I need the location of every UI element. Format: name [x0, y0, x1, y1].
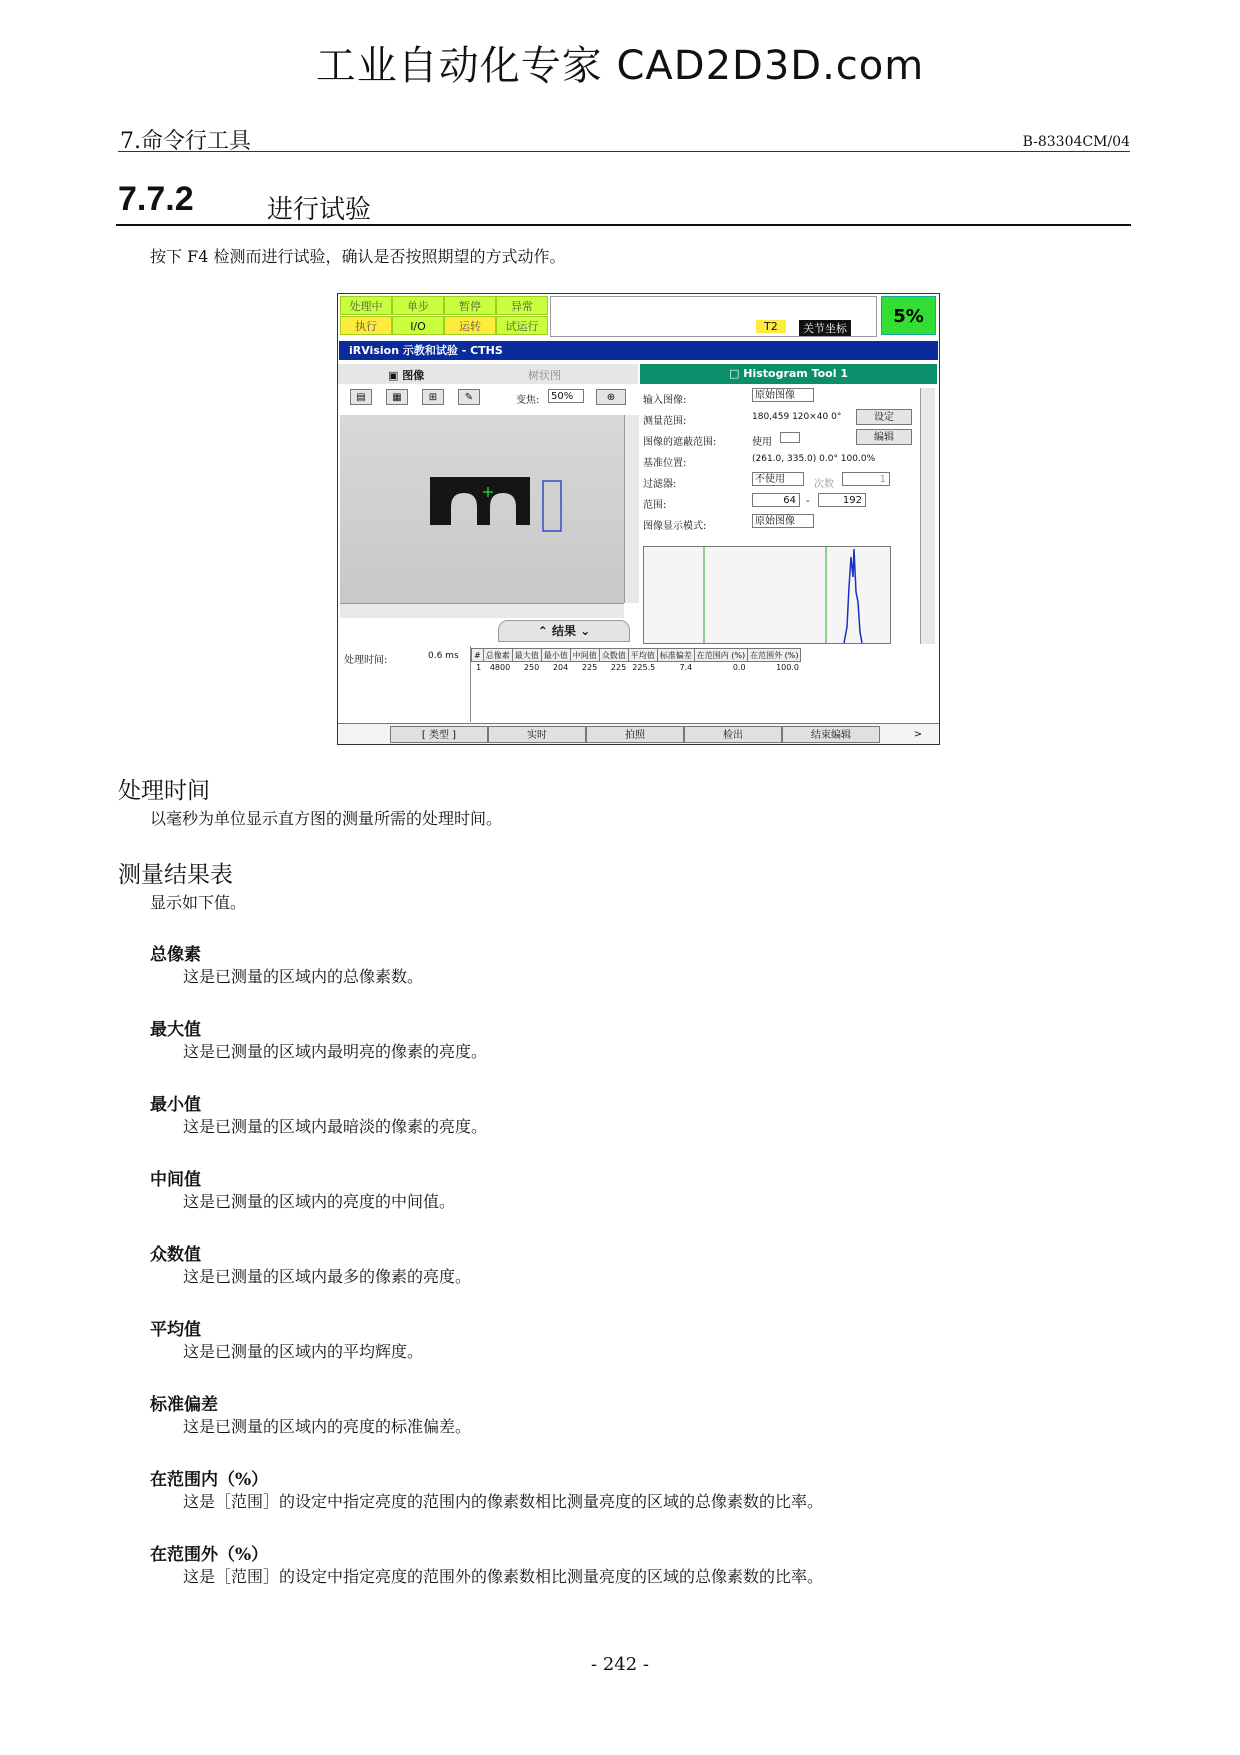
status-operation: 运转	[444, 316, 496, 335]
table-row[interactable]	[472, 662, 801, 674]
col-total-pixels: 总像素	[483, 649, 512, 662]
section-divider	[116, 224, 1131, 226]
count-input[interactable]: 1	[842, 472, 890, 486]
term-mean: 平均值	[150, 1320, 201, 1340]
irvision-screenshot	[337, 293, 940, 745]
status-processing: 处理中	[340, 296, 392, 315]
input-image-select[interactable]: 原始图像	[752, 388, 814, 402]
histogram-chart	[643, 546, 891, 644]
edit-button[interactable]: 编辑	[856, 429, 912, 445]
horizontal-scrollbar[interactable]	[340, 603, 624, 618]
term-median: 中间值	[150, 1170, 201, 1190]
chevron-down-icon: ⌄	[580, 624, 591, 638]
camera-image	[340, 415, 624, 603]
range-separator: -	[806, 496, 810, 507]
proc-time-value: 0.6 ms	[428, 651, 459, 661]
term-mode: 众数值	[150, 1245, 201, 1265]
processing-time-text: 以毫秒为单位显示直方图的测量所需的处理时间。	[150, 809, 503, 828]
desc-max: 这是已测量的区域内最明亮的像素的亮度。	[183, 1042, 488, 1061]
zoom-label: 变焦:	[516, 395, 540, 406]
header-divider	[118, 151, 1130, 152]
cell-mode: 225	[610, 663, 627, 672]
pen-icon[interactable]: ✎	[458, 389, 480, 405]
results-tab[interactable]: ⌃ 结果 ⌄	[498, 620, 630, 642]
reference-pos-label: 基准位置:	[643, 458, 687, 469]
col-mean: 平均值	[628, 649, 657, 662]
intro-text: 按下 F4 检测而进行试验，确认是否按照期望的方式动作。	[150, 247, 566, 266]
desc-out-range: 这是［范围］的设定中指定亮度的范围外的像素数相比测量亮度的区域的总像素数的比率。	[183, 1567, 824, 1586]
chapter-header: 7.命令行工具	[120, 129, 251, 154]
zoom-select[interactable]: 50%	[548, 389, 584, 403]
status-test: 试运行	[496, 316, 548, 335]
range-min-input[interactable]: 64	[752, 493, 800, 507]
status-io: I/O	[392, 316, 444, 335]
fkey-live[interactable]: 实时	[488, 726, 586, 743]
filter-select[interactable]: 不使用	[752, 472, 804, 486]
desc-mean: 这是已测量的区域内的平均辉度。	[183, 1342, 424, 1361]
filter-label: 过滤器:	[643, 479, 677, 490]
range-label: 范围:	[643, 500, 667, 511]
watermark: 工业自动化专家 CAD2D3D.com	[315, 43, 925, 89]
cell-index: 1	[476, 663, 482, 672]
cell-min: 204	[552, 663, 569, 672]
mask-label: 图像的遮蔽范围:	[643, 437, 717, 448]
desc-stddev: 这是已测量的区域内的亮度的标准偏差。	[183, 1417, 472, 1436]
display-mode-select[interactable]: 原始图像	[752, 514, 814, 528]
coord-badge: 关节坐标	[799, 320, 851, 336]
cell-in-range: 0.0	[732, 663, 746, 672]
open-image-icon[interactable]: ▤	[350, 389, 372, 405]
desc-min: 这是已测量的区域内最暗淡的像素的亮度。	[183, 1117, 488, 1136]
cell-out-range: 100.0	[776, 663, 799, 672]
heading-processing-time: 处理时间	[118, 778, 210, 804]
function-keys	[338, 723, 939, 745]
grid-icon[interactable]: ⊞	[422, 389, 444, 405]
display-mode-label: 图像显示模式:	[643, 521, 707, 532]
page-number: - 242 -	[591, 1654, 649, 1675]
chevron-up-icon: ⌃	[537, 624, 548, 638]
term-stddev: 标准偏差	[150, 1395, 218, 1415]
section-number: 7.7.2	[118, 180, 194, 218]
status-step: 单步	[392, 296, 444, 315]
status-alarm: 异常	[496, 296, 548, 315]
term-max: 最大值	[150, 1020, 201, 1040]
histogram-icon: □	[728, 367, 740, 380]
histogram-curve	[844, 549, 862, 643]
window-title: iRVision 示教和试验 - CTHS	[339, 341, 938, 360]
cell-max: 250	[523, 663, 540, 672]
reference-pos-value: (261.0, 335.0) 0.0° 100.0%	[752, 454, 876, 464]
table-header-row	[472, 649, 801, 662]
set-button[interactable]: 设定	[856, 409, 912, 425]
camera-icon: ▣	[388, 369, 399, 382]
desc-in-range: 这是［范围］的设定中指定亮度的范围内的像素数相比测量亮度的区域的总像素数的比率。	[183, 1492, 824, 1511]
document-id: B-83304CM/04	[1022, 134, 1130, 150]
term-out-range: 在范围外（%）	[150, 1545, 269, 1565]
term-min: 最小值	[150, 1095, 201, 1115]
section-title: 进行试验	[267, 195, 372, 225]
fkey-snap[interactable]: 拍照	[586, 726, 684, 743]
vertical-scrollbar[interactable]	[624, 415, 639, 603]
mask-use-label: 使用	[752, 437, 772, 448]
desc-median: 这是已测量的区域内的亮度的中间值。	[183, 1192, 456, 1211]
input-image-label: 输入图像:	[643, 395, 687, 406]
cell-median: 225	[581, 663, 598, 672]
mask-checkbox[interactable]	[780, 432, 800, 443]
part-image	[340, 415, 624, 603]
col-in-range: 在范围内 (%)	[694, 649, 747, 662]
speed-override: 5%	[881, 296, 936, 335]
mode-badge: T2	[756, 320, 786, 333]
cell-stddev: 7.4	[679, 663, 693, 672]
tool-title: □ Histogram Tool 1	[640, 364, 937, 384]
panel-scrollbar[interactable]	[920, 388, 935, 644]
desc-total-pixels: 这是已测量的区域内的总像素数。	[183, 967, 424, 986]
col-max: 最大值	[512, 649, 541, 662]
col-stddev: 标准偏差	[657, 649, 694, 662]
fkey-find[interactable]: 检出	[684, 726, 782, 743]
col-mode: 众数值	[599, 649, 628, 662]
cell-mean: 225.5	[632, 663, 656, 672]
save-image-icon[interactable]: ▦	[386, 389, 408, 405]
fkey-end-edit[interactable]: 结束编辑	[782, 726, 880, 743]
count-label: 次数	[814, 479, 834, 490]
result-table	[471, 648, 801, 673]
measure-area-label: 测量范围:	[643, 416, 687, 427]
measure-area-value: 180,459 120×40 0°	[752, 412, 842, 422]
message-area	[550, 296, 877, 337]
fit-icon[interactable]: ⊕	[596, 389, 626, 405]
fkey-next[interactable]: >	[913, 729, 923, 740]
result-table-text: 显示如下值。	[150, 893, 247, 912]
col-out-range: 在范围外 (%)	[748, 649, 801, 662]
tab-image[interactable]: ▣ 图像	[388, 369, 425, 382]
term-total-pixels: 总像素	[150, 945, 201, 965]
col-index: #	[472, 649, 484, 662]
col-median: 中间值	[570, 649, 599, 662]
measurement-roi	[543, 481, 561, 531]
desc-mode: 这是已测量的区域内最多的像素的亮度。	[183, 1267, 472, 1286]
histogram-plot	[644, 547, 890, 643]
fkey-type[interactable]: [ 类型 ]	[390, 726, 488, 743]
left-tabs	[338, 364, 638, 384]
status-run: 执行	[340, 316, 392, 335]
col-min: 最小值	[541, 649, 570, 662]
cell-total-pixels: 4800	[489, 663, 511, 672]
status-pause: 暂停	[444, 296, 496, 315]
heading-result-table: 测量结果表	[118, 862, 233, 888]
term-in-range: 在范围内（%）	[150, 1470, 269, 1490]
tab-tree[interactable]: 树状图	[528, 369, 561, 382]
part-silhouette	[430, 477, 530, 525]
range-max-input[interactable]: 192	[818, 493, 866, 507]
proc-time-label: 处理时间:	[344, 655, 388, 666]
